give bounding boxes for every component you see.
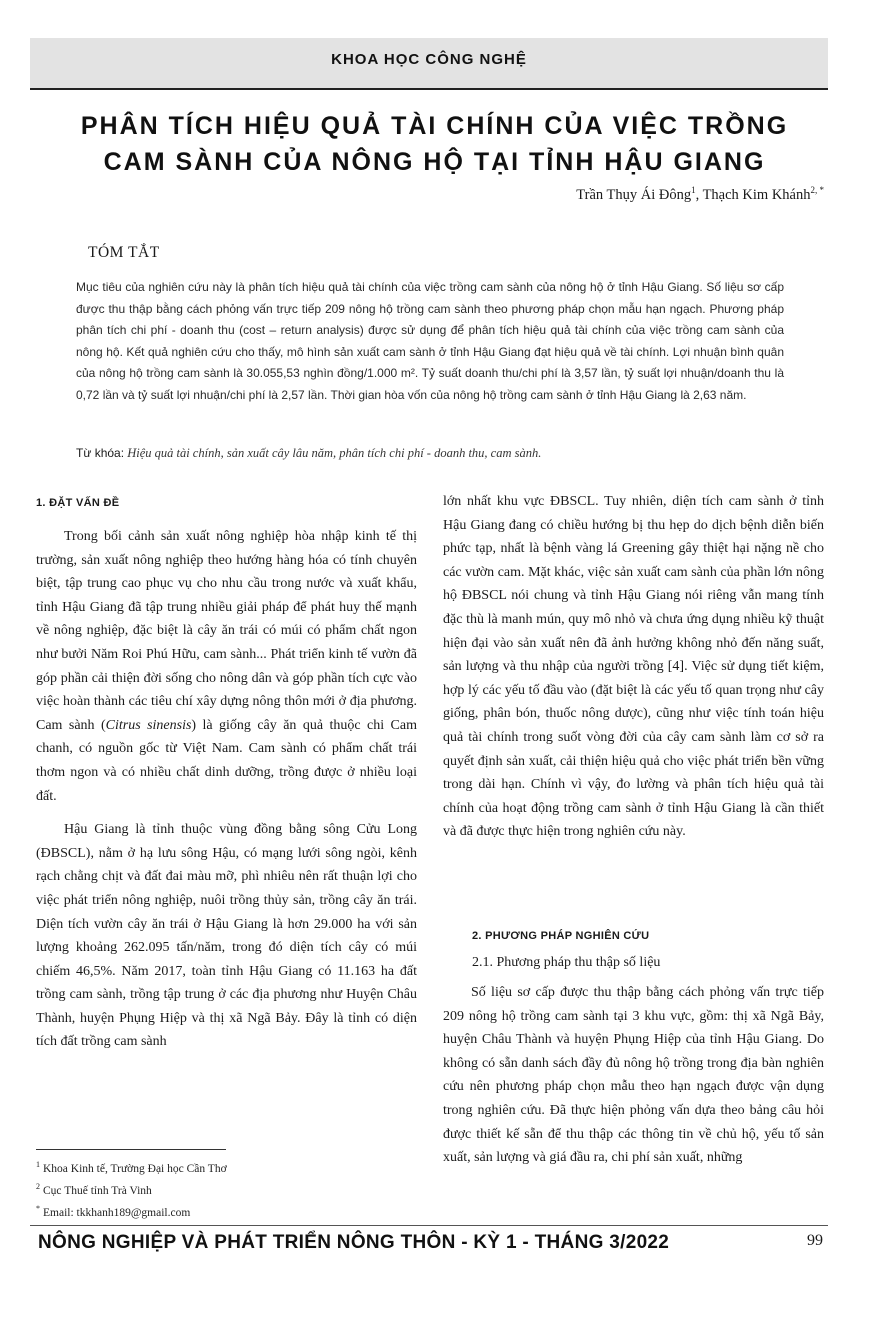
left-column [36,525,417,1054]
footer-divider [30,1225,828,1226]
abstract-heading: TÓM TẮT [88,244,160,261]
section-label: KHOA HỌC CÔNG NGHỆ [331,51,527,68]
page-number: 99 [807,1232,823,1249]
footnote-2-text: Cục Thuế tỉnh Trà Vinh [43,1184,152,1197]
footnote-3 [36,1200,227,1222]
title-line-1: PHÂN TÍCH HIỆU QUẢ TÀI CHÍNH CỦA VIỆC TRỒNG [80,112,789,140]
paragraph-1-end: ) là giống cây ăn quả thuộc chi Cam chanh, có nguồn gốc từ Việt Nam. Cam sành có phẩm chất trái thơm ngon và có nhiều chất dinh dưỡng, trồng được ở nhiều loại đất. [36,717,417,804]
footnote-1 [36,1156,227,1178]
paragraph-4: Số liệu sơ cấp được thu thập bằng cách phỏng vấn trực tiếp 209 nông hộ trồng cam sành tại 3 khu vực, gồm: thị xã Ngã Bảy, huyện Châu Thành và huyện Phụng Hiệp của tỉnh Hậu Giang. Do không có sẵn danh sách đầy đủ nông hộ trồng trong địa bàn nghiên cứu nên phương pháp chọn mẫu theo hạn ngạch được vận dụng trong nghiên cứu. Đã thực hiện phỏng vấn dựa theo bảng câu hỏi được thiết kế sẵn để thu thập các thông tin về chủ hộ, yếu tố sản xuất, sản lượng và giá đầu ra, chi phí sản xuất, những [443,985,824,1166]
footnote-3-text: Email: tkkhanh189@gmail.com [43,1206,191,1219]
section-header-bar [30,38,828,90]
author-2-affiliation: 2, * [810,185,824,195]
footnote-2 [36,1178,227,1200]
subsection-2-1-heading: 2.1. Phương pháp thu thập số liệu [472,955,661,970]
footnote-2-mark: 2 [36,1181,40,1191]
paragraph-1 [36,525,417,808]
author-1: Trần Thụy Ái Đông [576,186,692,203]
author-1-affiliation: 1 [691,185,696,195]
paragraph-2: Hậu Giang là tỉnh thuộc vùng đồng bằng sông Cửu Long (ĐBSCL), nằm ở hạ lưu sông Hậu, có mạng lưới sông ngòi, kênh rạch chằng chịt và đất đai màu mỡ, phì nhiêu nên rất thuận lợi cho việc phát triển nông nghiệp, nuôi trồng thủy sản, trồng cây ăn trái. Diện tích vườn cây ăn trái ở Hậu Giang là hơn 29.000 ha với sản lượng khoảng 262.095 tấn/năm, trong đó diện tích cây có múi chiếm 46,5%. Năm 2017, toàn tỉnh Hậu Giang có 11.163 ha đất trồng cam sành, trồng tập trung ở các địa phương như Huyện Châu Thành, huyện Phụng Hiệp và thị xã Ngã Bảy. Đây là tỉnh có diện tích đất trồng cam sành [36,822,417,1050]
footnote-divider [36,1149,226,1150]
keywords-list: Hiệu quả tài chính, sản xuất cây lâu năm, phân tích chi phí - doanh thu, cam sành. [127,446,542,460]
journal-footer: NÔNG NGHIỆP VÀ PHÁT TRIỂN NÔNG THÔN - KỲ 1 - THÁNG 3/2022 [38,1232,670,1253]
keywords-label: Từ khóa: [76,446,125,460]
author-separator: , [695,186,703,203]
title-line-2: CAM SÀNH CỦA NÔNG HỘ TẠI TỈNH HẬU GIANG [103,148,766,176]
footnotes [36,1156,227,1221]
paragraph-3: lớn nhất khu vực ĐBSCL. Tuy nhiên, diện tích cam sành ở tỉnh Hậu Giang đang có chiều hướng bị thu hẹp do dịch bệnh diễn biến phức tạp, nhất là bệnh vàng lá Greening gây thiệt hại nặng nề cho các vườn cam. Mặt khác, việc sản xuất cam sành của phần lớn nông hộ ĐBSCL nói chung và tỉnh Hậu Giang nói riêng vẫn mang tính đặc thù là manh mún, quy mô nhỏ và chưa ứng dụng nhiều kỹ thuật hiện đại vào sản xuất nên đã ảnh hưởng không nhỏ đến năng suất, sản lượng và thu nhập của người trồng [4]. Việc sử dụng tiết kiệm, hợp lý các yếu tố đầu vào (đặt biệt là các yếu tố quan trọng như cây giống, phân bón, thuốc nông dược), cũng như việc tính toán hiệu quả tài chính trong suốt vòng đời của cây cam sành làm cơ sở ra quyết định sản xuất, cải thiện hiệu quả cho việc phát triển bền vững trong dài hạn. Chính vì vậy, đo lường và phân tích hiệu quả tài chính của hoạt động trồng cam sành ở tỉnh Hậu Giang là cần thiết và đã được thực hiện trong nghiên cứu này. [443,494,824,840]
footnote-3-mark: * [36,1203,40,1213]
author-2: Thạch Kim Khánh [702,186,811,203]
footnote-1-mark: 1 [36,1160,40,1169]
footnote-1-text: Khoa Kinh tế, Trường Đại học Cần Thơ [43,1162,227,1175]
paragraph-1-text: Trong bối cảnh sản xuất nông nghiệp hòa nhập kinh tế thị trường, sản xuất nông nghiệp theo hướng hàng hóa có tính chuyên biệt, tập trung cao phục vụ cho nhu cầu trong nước và xuất khẩu, tỉnh Hậu Giang đã tập trung nhiều giải pháp để phát huy thế mạnh về nông nghiệp, đặc biệt là cây ăn trái có múi có phẩm chất ngon như bưởi Năm Roi Phú Hữu, cam sành... Phát triển kinh tế vườn đã góp phần cải thiện đời sống cho nông dân và góp phần tích cực vào việc hoàn thành các tiêu chí xây dựng nông thôn mới ở địa phương. Cam sành ( [36,529,417,733]
keywords [76,444,796,462]
species-name: Citrus sinensis [105,717,192,733]
right-column-bottom [443,981,824,1170]
section-1-heading: 1. ĐẶT VẤN ĐỀ [36,497,120,509]
section-2-heading: 2. PHƯƠNG PHÁP NGHIÊN CỨU [472,930,650,942]
abstract-text: Mục tiêu của nghiên cứu này là phân tích hiệu quả tài chính của việc trồng cam sành của nông hộ ở tỉnh Hậu Giang. Số liệu sơ cấp được thu thập bằng cách phỏng vấn trực tiếp 209 nông hộ trồng cam sành theo phương pháp chọn mẫu hạn ngạch. Phương pháp phân tích chi phí - doanh thu (cost – return analysis) được sử dụng để phân tích hiệu quả tài chính của việc trồng cam sành của nông hộ. Kết quả nghiên cứu cho thấy, mô hình sản xuất cam sành ở tỉnh Hậu Giang đạt hiệu quả về tài chính. Lợi nhuận bình quân của nông hộ trồng cam sành là 30.055,53 nghìn đồng/1.000 m². Tỷ suất doanh thu/chi phí là 3,57 lần, tỷ suất lợi nhuận/doanh thu là 0,72 lần và tỷ suất lợi nhuận/chi phí là 2,57 lần. Thời gian hòa vốn của nông hộ trồng cam sành ở tỉnh Hậu Giang là 2,63 năm. [76,280,784,402]
authors [576,185,824,204]
right-column-top [443,490,824,844]
